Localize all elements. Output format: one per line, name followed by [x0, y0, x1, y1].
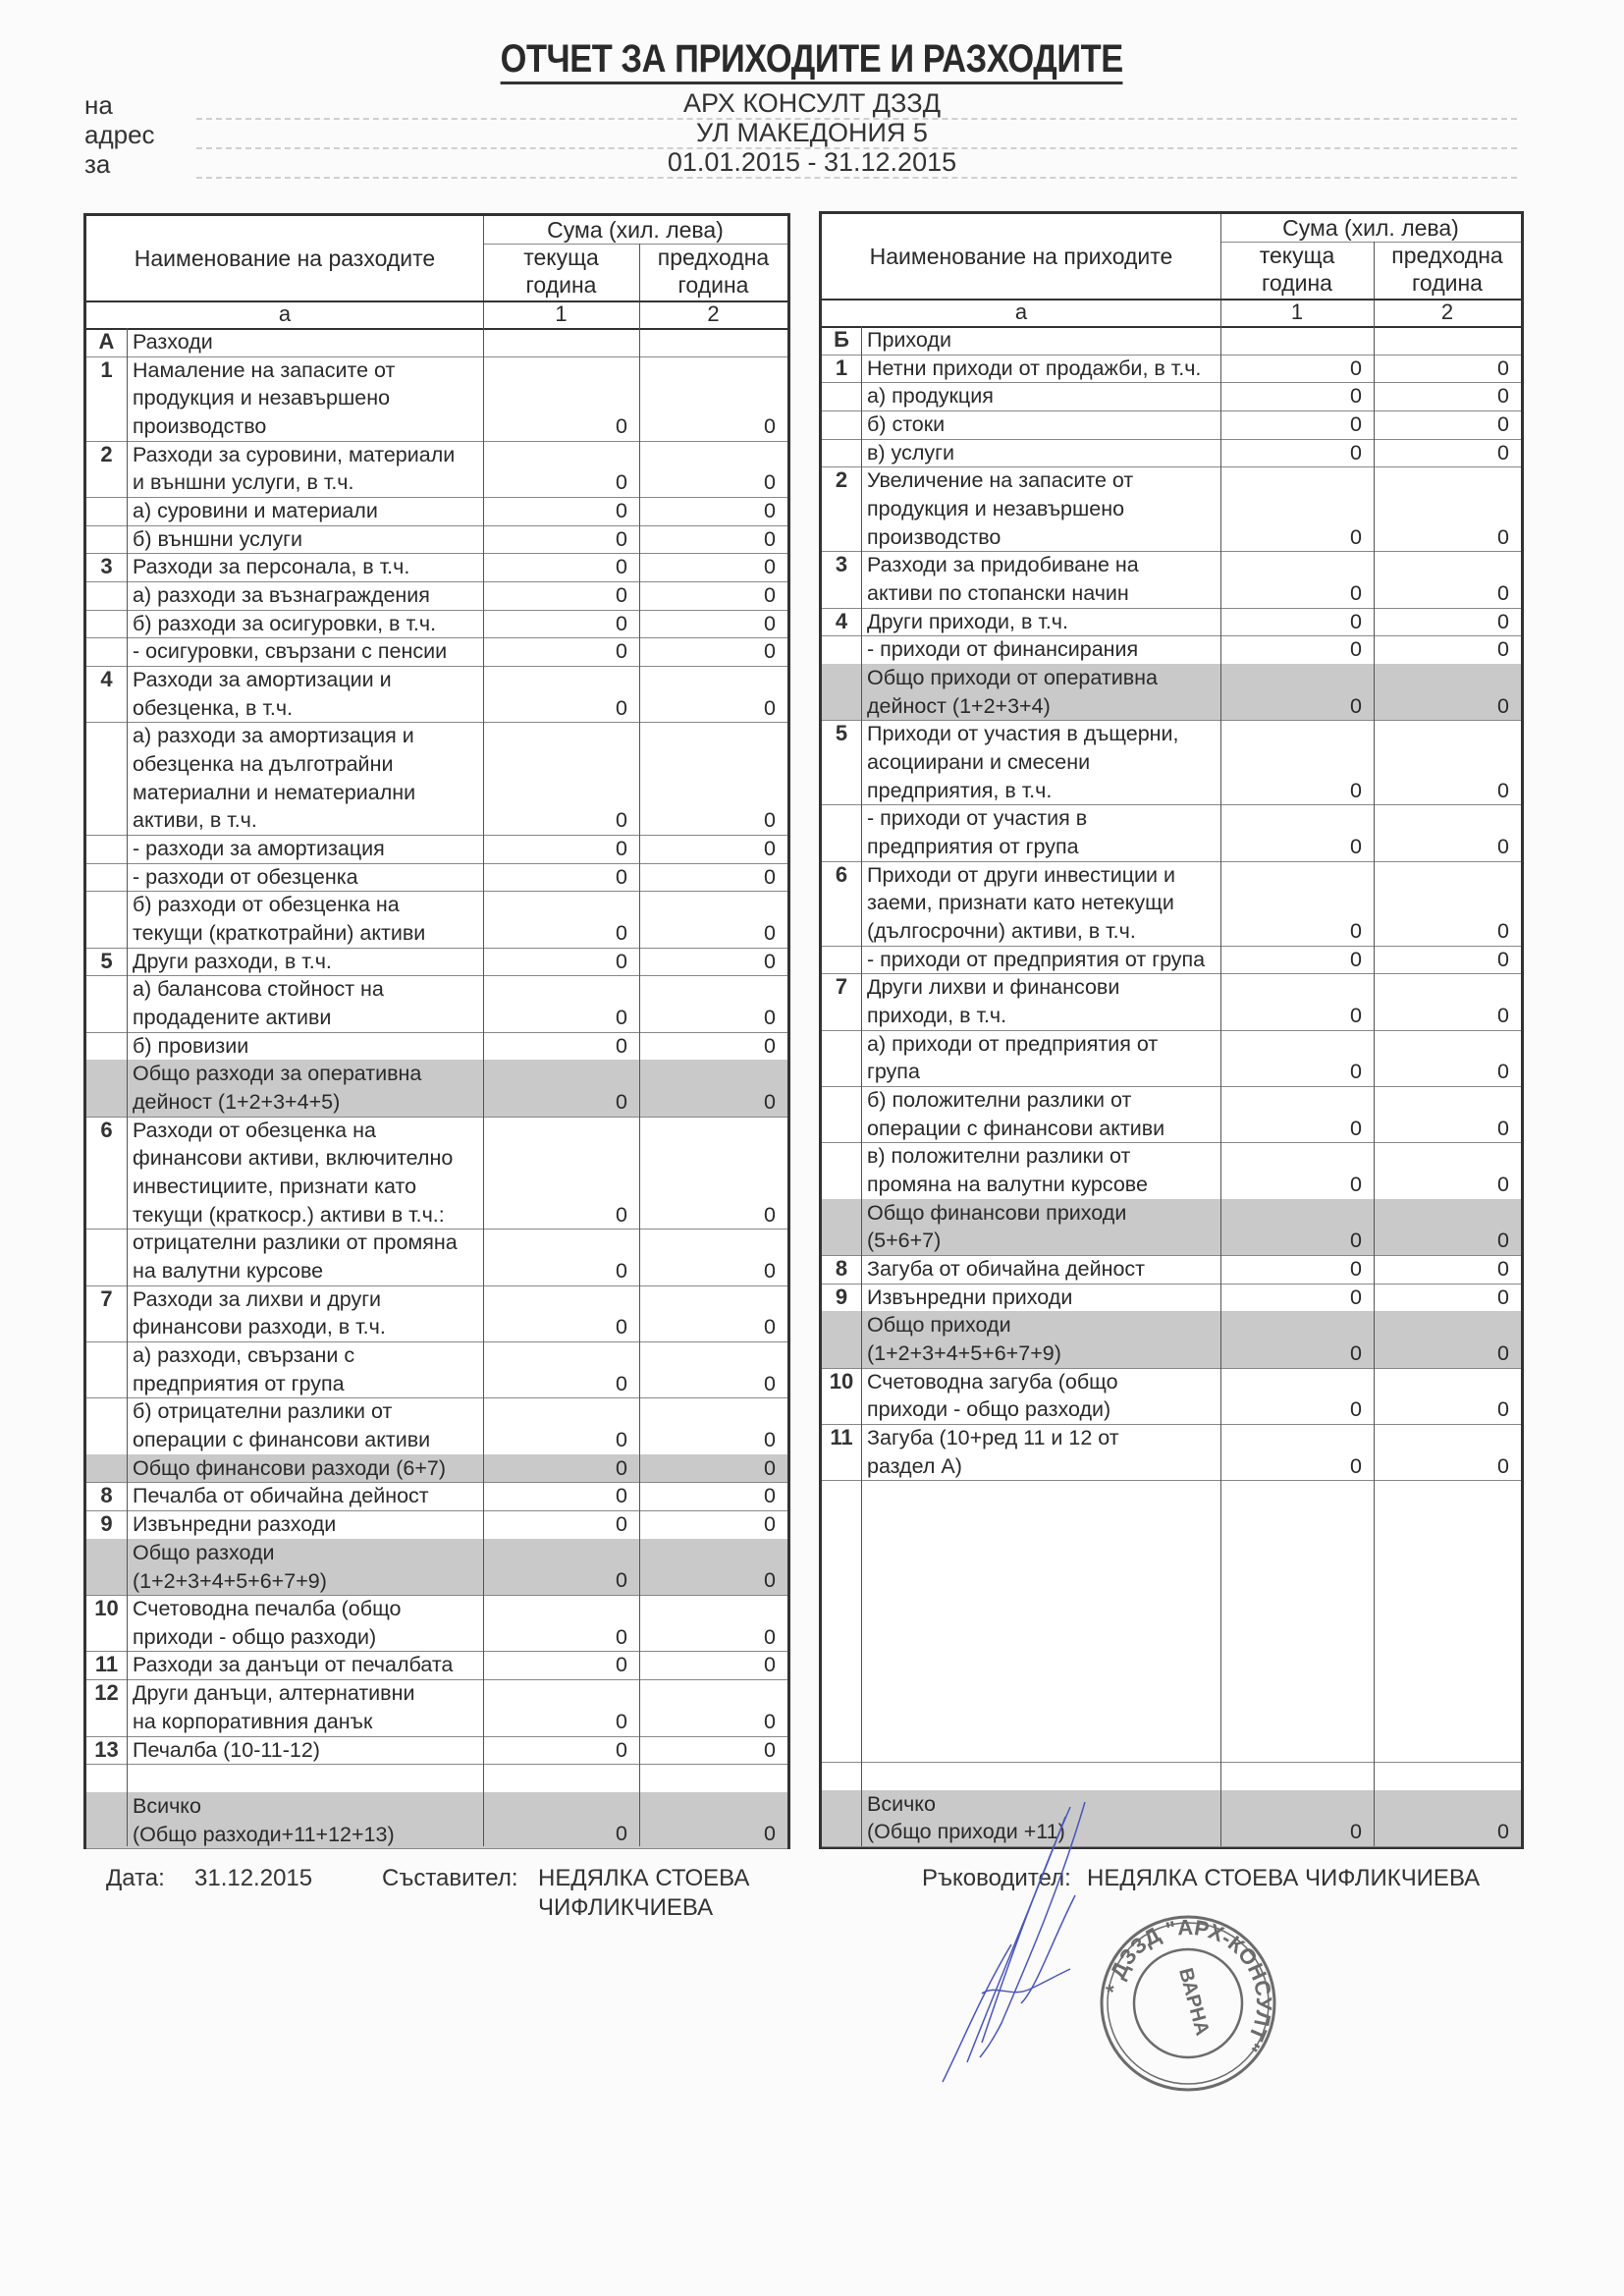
info-label-period: за — [84, 149, 111, 179]
info-label-name: на — [84, 90, 113, 120]
row-label: - разходи за амортизация — [133, 837, 385, 861]
previous-year-value: 0 — [1497, 384, 1509, 409]
table-row — [822, 1142, 1521, 1198]
row-label: Печалба от обичайна дейност — [133, 1484, 429, 1508]
table-row — [822, 410, 1521, 439]
table-row — [86, 1229, 787, 1285]
row-label: Общо приходи (1+2+3+4+5+6+7+9) — [867, 1313, 1061, 1366]
current-year-value: 0 — [616, 1822, 627, 1846]
table-row — [86, 1510, 787, 1539]
row-label: Други лихви и финансови приходи, в т.ч. — [867, 975, 1120, 1028]
info-label-address: адрес — [84, 120, 155, 149]
previous-year-value: 0 — [1497, 1820, 1509, 1844]
current-year-value: 0 — [616, 413, 627, 438]
row-number: 12 — [94, 1680, 119, 1706]
date-label: Дата: — [106, 1865, 165, 1891]
income-column-index: 2 — [1440, 300, 1454, 324]
row-label: Печалба (10-11-12) — [133, 1737, 320, 1762]
table-row — [86, 1595, 787, 1651]
table-row — [86, 1341, 787, 1397]
row-number: 2 — [100, 441, 113, 466]
compiler-label: Съставител: — [382, 1865, 518, 1891]
table-row — [822, 608, 1521, 636]
current-year-value: 0 — [1350, 609, 1362, 633]
expenses-column-index: 1 — [555, 301, 568, 326]
row-label: - приходи от финансирания — [867, 637, 1139, 662]
table-row — [86, 1482, 787, 1510]
current-year-value: 0 — [1350, 1229, 1362, 1253]
row-label: Общо финансови приходи (5+6+7) — [867, 1200, 1127, 1253]
table-row — [822, 439, 1521, 467]
row-label: а) приходи от предприятия от група — [867, 1031, 1159, 1084]
current-year-value: 0 — [616, 1484, 627, 1508]
previous-year-value: 0 — [764, 1259, 776, 1284]
expenses-column-index: 2 — [707, 301, 720, 326]
previous-year-value: 0 — [764, 1202, 776, 1227]
current-year-value: 0 — [1350, 778, 1362, 802]
previous-year-value: 0 — [764, 583, 776, 608]
previous-year-value: 0 — [764, 1315, 776, 1339]
row-label: Приходи — [867, 328, 951, 352]
previous-year-value: 0 — [764, 499, 776, 523]
divider — [483, 328, 484, 1846]
previous-year-value: 0 — [764, 1455, 776, 1480]
table-row — [86, 1285, 787, 1341]
current-year-value: 0 — [616, 526, 627, 551]
row-label: Счетоводна печалба (общо приходи - общо разходи) — [133, 1597, 402, 1649]
expenses-header-previous-year: предходна година — [657, 245, 770, 298]
row-label: отрицателни разлики от промяна на валутни курсове — [133, 1230, 458, 1284]
previous-year-value: 0 — [764, 1653, 776, 1677]
current-year-value: 0 — [616, 1315, 627, 1339]
row-number: 3 — [100, 554, 113, 579]
table-row — [86, 356, 787, 441]
report-date: 31.12.2015 — [194, 1865, 313, 1891]
current-year-value: 0 — [616, 611, 627, 635]
previous-year-value: 0 — [764, 639, 776, 664]
current-year-value: 0 — [1350, 1341, 1362, 1366]
row-label: Извънредни разходи — [133, 1512, 337, 1537]
current-year-value: 0 — [616, 1202, 627, 1227]
row-label: - осигуровки, свързани с пенсии — [133, 639, 448, 664]
previous-year-value: 0 — [764, 1371, 776, 1395]
current-year-value: 0 — [616, 864, 627, 889]
row-label: Приходи от други инвестиции и заеми, признати като нетекущи (дългосрочни) активи, в т.ч. — [867, 862, 1176, 944]
current-year-value: 0 — [1350, 693, 1362, 718]
row-label: б) провизии — [133, 1033, 249, 1058]
previous-year-value: 0 — [1497, 1116, 1509, 1140]
row-label: Увеличение на запасите от продукция и незавършено производство — [867, 468, 1134, 549]
total-row — [86, 1454, 787, 1483]
row-label: Разходи за лихви и други финансови разходи, в т.ч. — [133, 1286, 386, 1339]
previous-year-value: 0 — [1497, 835, 1509, 859]
row-label: а) разходи, свързани с предприятия от група — [133, 1343, 355, 1395]
table-row — [86, 525, 787, 554]
previous-year-value: 0 — [764, 1624, 776, 1649]
previous-year-value: 0 — [764, 1512, 776, 1537]
divider — [127, 328, 128, 1846]
table-row — [86, 328, 787, 356]
row-label: Всичко (Общо приходи +11) — [867, 1791, 1065, 1844]
table-row — [86, 497, 787, 525]
previous-year-value: 0 — [1497, 412, 1509, 436]
previous-year-value: 0 — [764, 1737, 776, 1762]
previous-year-value: 0 — [764, 695, 776, 720]
current-year-value: 0 — [616, 555, 627, 579]
company-stamp-icon — [1090, 1910, 1286, 2102]
expenses-header-sum: Сума (хил. лева) — [547, 217, 724, 243]
current-year-value: 0 — [1350, 637, 1362, 662]
previous-year-value: 0 — [1497, 609, 1509, 633]
divider — [86, 1848, 787, 1849]
row-label: Приходи от участия в дъщерни, асоциирани и смесени предприятия, в т.ч. — [867, 722, 1179, 802]
previous-year-value: 0 — [1497, 1004, 1509, 1028]
row-number: 2 — [835, 467, 848, 493]
previous-year-value: 0 — [764, 555, 776, 579]
row-label: - приходи от предприятия от група — [867, 947, 1206, 971]
row-number: 11 — [94, 1652, 119, 1677]
row-label: а) разходи за възнаграждения — [133, 583, 430, 608]
current-year-value: 0 — [1350, 1453, 1362, 1478]
table-row — [822, 1424, 1521, 1480]
current-year-value: 0 — [1350, 581, 1362, 606]
total-row — [822, 664, 1521, 720]
row-label: б) външни услуги — [133, 526, 302, 551]
divider — [639, 328, 640, 1846]
table-row — [86, 1397, 787, 1453]
current-year-value: 0 — [616, 470, 627, 495]
row-number: 13 — [94, 1736, 119, 1762]
table-row — [86, 1764, 787, 1792]
table-row — [822, 946, 1521, 974]
row-label: а) продукция — [867, 384, 994, 409]
divider — [1220, 242, 1521, 243]
table-row — [86, 722, 787, 835]
report-period: 01.01.2015 - 31.12.2015 — [667, 147, 957, 177]
current-year-value: 0 — [616, 1428, 627, 1452]
current-year-value: 0 — [1350, 835, 1362, 859]
row-label: Общо финансови разходи (6+7) — [133, 1455, 447, 1480]
table-row — [86, 666, 787, 722]
row-label: Всичко (Общо разходи+11+12+13) — [133, 1793, 395, 1846]
row-label: а) балансова стойност на продадените активи — [133, 977, 384, 1030]
table-row — [86, 1679, 787, 1735]
table-row — [822, 326, 1521, 355]
previous-year-value: 0 — [764, 413, 776, 438]
current-year-value: 0 — [1350, 1004, 1362, 1028]
previous-year-value: 0 — [764, 808, 776, 833]
previous-year-value: 0 — [764, 921, 776, 946]
table-row — [86, 553, 787, 581]
previous-year-value: 0 — [764, 470, 776, 495]
row-label: Разходи от обезценка на финансови активи, включително инвестициите, признати като текущи (краткоср.) активи в т.ч.: — [133, 1118, 454, 1227]
previous-year-value: 0 — [1497, 1397, 1509, 1422]
current-year-value: 0 — [616, 1090, 627, 1115]
current-year-value: 0 — [616, 695, 627, 720]
previous-year-value: 0 — [764, 1090, 776, 1115]
income-header-previous-year: предходна година — [1391, 243, 1503, 296]
row-label: Общо разходи за оперативна дейност (1+2+3+4+5) — [133, 1062, 422, 1115]
income-header-current-year: текуща година — [1259, 243, 1335, 296]
row-label: а) разходи за амортизация и обезценка на дълготрайни материални и нематериални активи, в т.ч. — [133, 724, 416, 833]
row-label: Намаление на запасите от продукция и незавършено производство — [133, 357, 396, 439]
current-year-value: 0 — [616, 808, 627, 833]
row-number: А — [98, 329, 115, 354]
table-row — [86, 581, 787, 610]
table-row — [86, 1117, 787, 1230]
table-row — [86, 863, 787, 892]
previous-year-value: 0 — [1497, 440, 1509, 465]
table-row — [822, 720, 1521, 804]
row-number: 3 — [835, 552, 848, 577]
current-year-value: 0 — [616, 837, 627, 861]
current-year-value: 0 — [616, 1033, 627, 1058]
current-year-value: 0 — [1350, 919, 1362, 944]
row-number: 9 — [100, 1511, 113, 1537]
row-number: 5 — [100, 948, 113, 973]
expenses-header-name: Наименование на разходите — [134, 245, 436, 271]
row-label: Загуба от обичайна дейност — [867, 1257, 1146, 1282]
current-year-value: 0 — [616, 583, 627, 608]
current-year-value: 0 — [616, 1512, 627, 1537]
current-year-value: 0 — [616, 921, 627, 946]
previous-year-value: 0 — [764, 1428, 776, 1452]
row-number: 1 — [100, 356, 113, 382]
previous-year-value: 0 — [1497, 1285, 1509, 1309]
row-label: Разходи — [133, 330, 213, 354]
income-table — [819, 211, 1524, 1849]
row-label: Разходи за суровини, материали и външни услуги, в т.ч. — [133, 442, 456, 495]
current-year-value: 0 — [1350, 355, 1362, 380]
total-row — [86, 1539, 787, 1595]
current-year-value: 0 — [1350, 384, 1362, 409]
row-label: Разходи за персонала, в т.ч. — [133, 555, 410, 579]
table-row — [86, 1032, 787, 1061]
current-year-value: 0 — [1350, 947, 1362, 971]
previous-year-value: 0 — [1497, 947, 1509, 971]
row-label: в) положителни разлики от промяна на валутни курсове — [867, 1144, 1148, 1197]
table-row — [86, 948, 787, 976]
row-label: б) отрицателни разлики от операции с финансови активи — [133, 1399, 431, 1452]
row-label: Други данъци, алтернативни на корпоративния данък — [133, 1681, 415, 1733]
current-year-value: 0 — [1350, 1116, 1362, 1140]
row-label: Разходи за данъци от печалбата — [133, 1653, 454, 1677]
table-row — [86, 1736, 787, 1765]
divider — [822, 1762, 1521, 1763]
current-year-value: 0 — [1350, 440, 1362, 465]
company-address: УЛ МАКЕДОНИЯ 5 — [696, 118, 928, 147]
divider — [1374, 326, 1375, 1846]
previous-year-value: 0 — [764, 1822, 776, 1846]
previous-year-value: 0 — [764, 1709, 776, 1733]
expenses-table — [83, 213, 790, 1849]
row-number: 8 — [100, 1483, 113, 1508]
table-row — [822, 551, 1521, 607]
total-row — [822, 1311, 1521, 1367]
previous-year-value: 0 — [764, 611, 776, 635]
previous-year-value: 0 — [764, 837, 776, 861]
total-row — [822, 1199, 1521, 1255]
row-number: 4 — [100, 667, 113, 692]
total-row — [86, 1060, 787, 1116]
row-label: Други разходи, в т.ч. — [133, 949, 332, 973]
income-header-sum: Сума (хил. лева) — [1282, 215, 1459, 241]
current-year-value: 0 — [1350, 1173, 1362, 1197]
manager-label: Ръководител: — [922, 1865, 1071, 1891]
expenses-header-current-year: текуща година — [523, 245, 599, 298]
current-year-value: 0 — [616, 1006, 627, 1030]
row-number: 6 — [100, 1117, 113, 1142]
table-row — [822, 355, 1521, 383]
table-row — [822, 1086, 1521, 1142]
current-year-value: 0 — [616, 1709, 627, 1733]
current-year-value: 0 — [616, 1455, 627, 1480]
row-label: Разходи за амортизации и обезценка, в т.ч. — [133, 668, 392, 720]
manager-name: НЕДЯЛКА СТОЕВА ЧИФЛИКЧИЕВА — [1087, 1865, 1481, 1891]
row-number: 6 — [835, 861, 848, 887]
previous-year-value: 0 — [1497, 581, 1509, 606]
row-number: Б — [834, 327, 849, 352]
table-row — [822, 382, 1521, 410]
row-label: Общо приходи от оперативна дейност (1+2+3+4) — [867, 666, 1158, 718]
previous-year-value: 0 — [1497, 524, 1509, 549]
row-number: 7 — [835, 974, 848, 1000]
divider — [483, 244, 787, 245]
previous-year-value: 0 — [1497, 1341, 1509, 1366]
table-row — [86, 1651, 787, 1679]
current-year-value: 0 — [1350, 524, 1362, 549]
row-label: Други приходи, в т.ч. — [867, 609, 1068, 633]
svg-text:ВАРНА: ВАРНА — [1174, 1965, 1214, 2039]
row-number: 10 — [829, 1368, 854, 1394]
row-number: 9 — [835, 1284, 848, 1309]
row-label: б) стоки — [867, 412, 946, 436]
previous-year-value: 0 — [764, 1484, 776, 1508]
current-year-value: 0 — [1350, 412, 1362, 436]
total-row — [86, 1792, 787, 1848]
table-row — [822, 635, 1521, 664]
company-name: АРХ КОНСУЛТ ДЗЗД — [683, 88, 941, 118]
row-label: а) суровини и материали — [133, 499, 378, 523]
previous-year-value: 0 — [1497, 1257, 1509, 1282]
row-label: Счетоводна загуба (общо приходи - общо разходи) — [867, 1369, 1118, 1422]
previous-year-value: 0 — [1497, 1453, 1509, 1478]
previous-year-value: 0 — [764, 864, 776, 889]
current-year-value: 0 — [616, 949, 627, 973]
current-year-value: 0 — [616, 1568, 627, 1593]
table-row — [822, 861, 1521, 946]
previous-year-value: 0 — [1497, 919, 1509, 944]
table-row — [822, 1284, 1521, 1312]
previous-year-value: 0 — [1497, 355, 1509, 380]
current-year-value: 0 — [1350, 1060, 1362, 1084]
svg-text:* ДЗЗД "АРХ-КОНСУЛТ": * ДЗЗД "АРХ-КОНСУЛТ" — [1100, 1914, 1277, 2056]
income-header-name: Наименование на приходите — [869, 243, 1173, 269]
row-label: - разходи от обезценка — [133, 864, 358, 889]
previous-year-value: 0 — [1497, 637, 1509, 662]
document-title: ОТЧЕТ ЗА ПРИХОДИТЕ И РАЗХОДИТЕ — [0, 37, 1624, 84]
table-row — [86, 975, 787, 1031]
divider — [1220, 326, 1221, 1846]
previous-year-value: 0 — [764, 1006, 776, 1030]
table-row — [822, 1255, 1521, 1284]
income-column-index: 1 — [1290, 300, 1304, 324]
row-number: 10 — [94, 1596, 119, 1621]
table-row — [86, 441, 787, 497]
row-label: Общо разходи (1+2+3+4+5+6+7+9) — [133, 1540, 327, 1593]
row-label: - приходи от участия в предприятия от група — [867, 806, 1088, 859]
table-row — [822, 973, 1521, 1029]
table-row — [822, 804, 1521, 860]
previous-year-value: 0 — [764, 1033, 776, 1058]
table-row — [86, 891, 787, 947]
table-row — [822, 466, 1521, 551]
table-row — [86, 637, 787, 666]
current-year-value: 0 — [1350, 1285, 1362, 1309]
table-row — [822, 1030, 1521, 1086]
divider — [822, 1480, 1521, 1481]
expenses-column-index: а — [278, 301, 292, 326]
divider — [861, 326, 862, 1846]
previous-year-value: 0 — [1497, 1173, 1509, 1197]
previous-year-value: 0 — [1497, 693, 1509, 718]
row-number: 8 — [835, 1256, 848, 1282]
current-year-value: 0 — [1350, 1820, 1362, 1844]
previous-year-value: 0 — [764, 1568, 776, 1593]
row-number: 7 — [100, 1285, 113, 1311]
current-year-value: 0 — [616, 1624, 627, 1649]
current-year-value: 0 — [1350, 1257, 1362, 1282]
current-year-value: 0 — [616, 1371, 627, 1395]
previous-year-value: 0 — [1497, 1060, 1509, 1084]
current-year-value: 0 — [616, 1259, 627, 1284]
row-label: б) разходи за осигуровки, в т.ч. — [133, 611, 437, 635]
table-row — [822, 1368, 1521, 1424]
current-year-value: 0 — [616, 1737, 627, 1762]
row-label: Загуба (10+ред 11 и 12 от раздел А) — [867, 1426, 1119, 1478]
row-label: Разходи за придобиване на активи по стопански начин — [867, 553, 1139, 606]
previous-year-value: 0 — [1497, 778, 1509, 802]
previous-year-value: 0 — [1497, 1229, 1509, 1253]
table-row — [86, 610, 787, 638]
current-year-value: 0 — [616, 1653, 627, 1677]
row-label: Нетни приходи от продажби, в т.ч. — [867, 355, 1202, 380]
current-year-value: 0 — [616, 639, 627, 664]
previous-year-value: 0 — [764, 949, 776, 973]
current-year-value: 0 — [616, 499, 627, 523]
table-row — [86, 835, 787, 863]
compiler-name: НЕДЯЛКА СТОЕВА ЧИФЛИКЧИЕВА — [538, 1865, 750, 1921]
row-number: 11 — [830, 1425, 853, 1450]
previous-year-value: 0 — [764, 526, 776, 551]
current-year-value: 0 — [1350, 1397, 1362, 1422]
row-label: Извънредни приходи — [867, 1285, 1073, 1309]
row-number: 5 — [835, 721, 848, 746]
income-column-index: а — [1014, 300, 1028, 324]
row-label: б) положителни разлики от операции с финансови активи — [867, 1088, 1165, 1140]
row-number: 4 — [835, 608, 848, 633]
row-label: б) разходи от обезценка на текущи (краткотрайни) активи — [133, 893, 426, 946]
dotted-line — [196, 177, 1517, 179]
row-number: 1 — [835, 355, 848, 380]
row-label: в) услуги — [867, 440, 954, 465]
